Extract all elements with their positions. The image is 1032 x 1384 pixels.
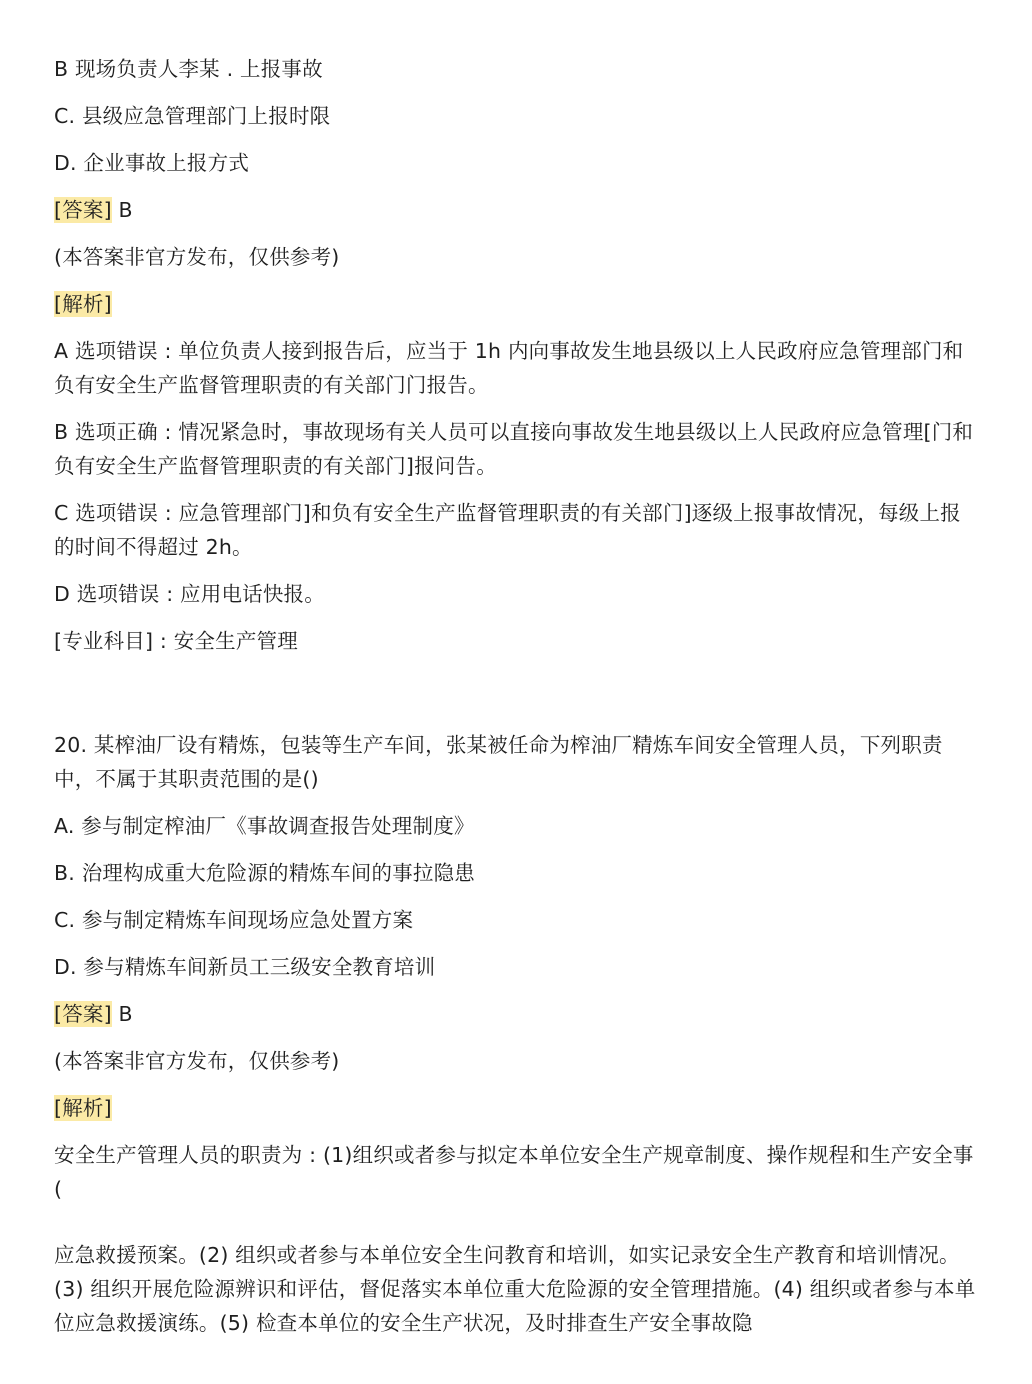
answer-value: B — [111, 198, 133, 222]
option-c: C. 县级应急管理部门上报时限 — [54, 104, 331, 128]
q20-analysis-heading — [54, 1091, 978, 1125]
q20-analysis-p2: 应急救援预案。(2) 组织或者参与本单位安全生问教育和培训，如实记录安全生产教育和培训情况。(3) 组织开展危险源辨识和评估，督促落实本单位重大危险源的安全管理措施。(4) 组织或者参与本单位应急救援演练。(5) 检查本单位的安全生产状况，及时排查生产安全事故隐 — [54, 1243, 976, 1335]
document-body — [54, 52, 978, 1353]
analysis-d: D 选项错误 : 应用电话快报。 — [54, 582, 325, 606]
q20-analysis-p1: 安全生产管理人员的职责为 : (1)组织或者参与拟定本单位安全生产规章制度、操作规程和生产安全事( — [54, 1143, 974, 1201]
q20-disclaimer: (本答案非官方发布，仅供参考) — [54, 1049, 340, 1073]
q20-option-d: D. 参与精炼车间新员工三级安全教育培训 — [54, 955, 436, 979]
question-20-stem: 20. 某榨油厂设有精炼，包装等生产车间，张某被任命为榨油厂精炼车间安全管理人员，下列职责中，不属于其职责范围的是() — [54, 733, 943, 791]
analysis-a: A 选项错误 : 单位负责人接到报告后，应当于 1h 内向事故发生地县级以上人民政府应急管理部门和负有安全生产监督管理职责的有关部门门报告。 — [54, 339, 964, 397]
paragraph-gap — [54, 1219, 978, 1238]
q20-option-a: A. 参与制定榨油厂《事故调查报告处理制度》 — [54, 814, 475, 838]
q20-answer-tag: [答案] — [54, 1002, 112, 1026]
option-b: B 现场负责人李某 . 上报事故 — [54, 57, 323, 81]
answer-line — [54, 193, 978, 227]
analysis-b: B 选项正确 : 情况紧急时，事故现场有关人员可以直接向事故发生地县级以上人民政府应急管理[门和负有安全生产监督管理职责的有关部门]报问告。 — [54, 420, 974, 478]
q20-option-c: C. 参与制定精炼车间现场应急处置方案 — [54, 908, 414, 932]
disclaimer: (本答案非官方发布，仅供参考) — [54, 245, 340, 269]
answer-tag: [答案] — [54, 198, 112, 222]
subject-line: [专业科目] : 安全生产管理 — [54, 629, 298, 653]
section-gap — [54, 671, 978, 728]
q20-answer-line — [54, 997, 978, 1031]
q20-option-b: B. 治理构成重大危险源的精炼车间的事拉隐患 — [54, 861, 475, 885]
analysis-c: C 选项错误 : 应急管理部门]和负有安全生产监督管理职责的有关部门]逐级上报事故情况，每级上报的时间不得超过 2h。 — [54, 501, 961, 559]
analysis-heading — [54, 287, 978, 321]
q20-answer-value: B — [111, 1002, 133, 1026]
analysis-tag: [解析] — [54, 292, 112, 316]
option-d: D. 企业事故上报方式 — [54, 151, 250, 175]
q20-analysis-tag: [解析] — [54, 1096, 112, 1120]
